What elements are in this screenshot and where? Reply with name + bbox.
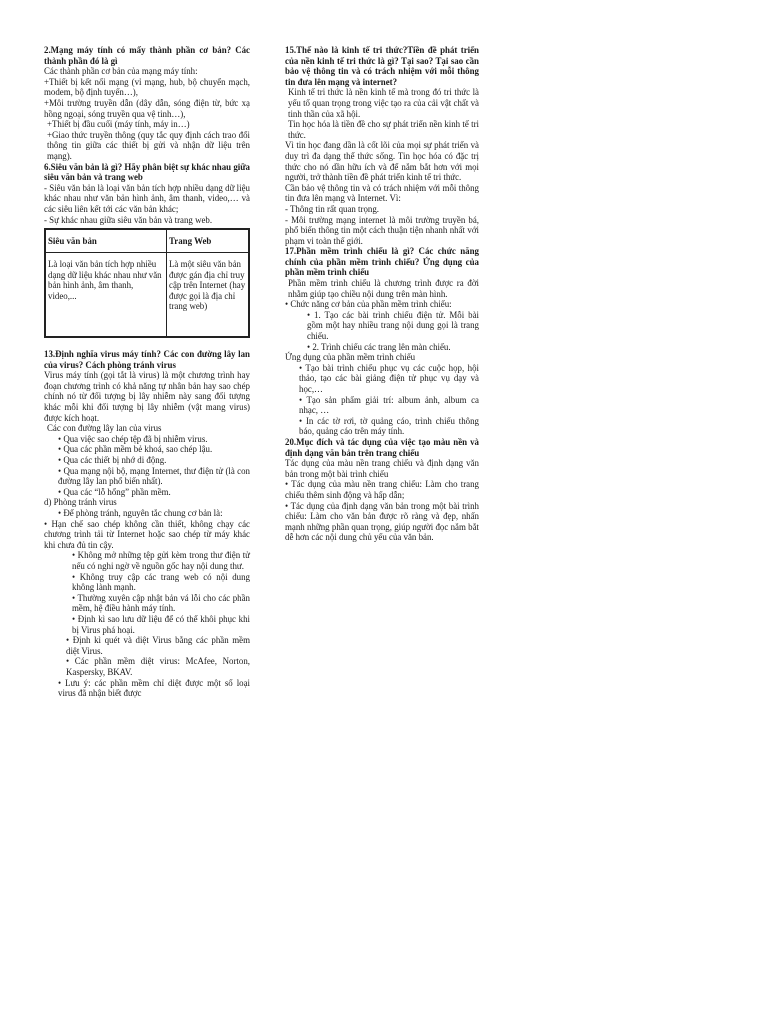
q17-paragraph: • Chức năng cơ bản của phần mềm trình chiếu: — [285, 299, 452, 310]
q20-paragraph: • Tác dụng của định dạng văn bản trong một bài trình chiếu: Làm cho văn bản được rõ ràng và đẹp, nhấn mạnh những phần quan trọng, giúp người đọc nắm bắt dễ hơn các nội dung chủ yếu của văn bản. — [285, 500, 479, 543]
q13-prevention-item: • Định kì quét và diệt Virus bằng các phần mềm diệt Virus. — [66, 635, 250, 656]
q20-paragraph: • Tác dụng của màu nền trang chiếu: Làm cho trang chiếu thêm sinh động và hấp dẫn; — [285, 479, 479, 500]
q13-way: • Qua việc sao chép tệp đã bị nhiễm virus. — [58, 433, 208, 444]
q17-application: • Tạo sản phẩm giải trí: album ảnh, album ca nhạc, … — [299, 394, 479, 416]
q13-prevention-item: • Các phần mềm diệt virus: McAfee, Norton, Kaspersky, BKAV. — [66, 656, 250, 677]
question-17-title: 17.Phần mềm trình chiếu là gì? Các chức năng chính của phần mềm trình chiếu? Ứng dụng của phần mềm trình chiếu — [285, 246, 479, 278]
q13-way: • Qua các thiết bị nhớ di động. — [58, 455, 167, 466]
q13-prevention-item: • Hạn chế sao chép không cần thiết, không chạy các chương trình tải từ Internet hoặc sao chép từ máy khác khi chưa đủ tin cậy. — [44, 518, 250, 550]
q2-line: +Môi trường truyền dẫn (dây dẫn, sóng điện từ, bức xạ hồng ngoại, sóng truyền qua vệ tinh…), — [44, 97, 250, 119]
q2-line: +Thiết bị đầu cuối (máy tính, máy in…) — [47, 119, 190, 130]
q13-definition: Virus máy tính (gọi tắt là virus) là một chương trình hay đoạn chương trình có khả năng tự nhân bản hay sao chép chính nó từ đối tượng bị lây nhiễm này sang đối tượng khác mỗi khi đối tượng bị lây nhiễm (vật mang virus) được kích hoạt. — [44, 370, 250, 423]
q13-way: • Qua các phần mềm bẻ khoá, sao chép lậu. — [58, 444, 213, 455]
table-cell-hypertext: Là loại văn bản tích hợp nhiều dạng dữ liệu khác nhau như văn bản hình ảnh, âm thanh, video,... — [45, 253, 167, 338]
q2-line: +Thiết bị kết nối mạng (vỉ mạng, hub, bộ chuyển mạch, modem, bộ định tuyến…), — [44, 76, 250, 98]
q2-line: Các thành phần cơ bản của mạng máy tính: — [44, 66, 198, 77]
table-header-webpage: Trang Web — [167, 229, 250, 253]
q13-ways-title: Các con đường lây lan của virus — [47, 423, 162, 434]
table-cell-webpage: Là một siêu văn bản được gán địa chỉ truy cập trên Internet (hay được gọi là địa chỉ trang web) — [167, 253, 250, 338]
table-header-hypertext: Siêu văn bản — [45, 229, 167, 253]
comparison-table — [44, 228, 250, 338]
q15-paragraph: Cần bảo vệ thông tin và có trách nhiệm với mỗi thông tin đưa lên mạng và Internet. Vì: — [285, 182, 479, 204]
q15-paragraph: Tin học hóa là tiền đề cho sự phát triển nền kinh tế tri thức. — [288, 119, 479, 140]
q17-paragraph: Phần mềm trình chiếu là chương trình được ra đời nhằm giúp tạo chiều nội dung trên màn hình. — [288, 278, 479, 299]
q20-paragraph: Tác dụng của màu nền trang chiếu và định dạng văn bản trong một bài trình chiếu — [285, 458, 479, 479]
right-column — [285, 45, 479, 543]
question-13-title: 13.Định nghĩa virus máy tính? Các con đường lây lan của virus? Cách phòng tránh virus — [44, 349, 250, 370]
q15-paragraph: Vì tin học đang dần là cốt lõi của mọi sự phát triển và duy trì đa dạng thể thức sống. Tin học hóa có đặc trị thức cho nó dần hữu ích và để nắm bắt hơn với mọi người, trở thành tiền đề phát triển kinh tế tri thức. — [285, 140, 479, 183]
q13-way: • Qua các “lỗ hổng” phần mềm. — [58, 486, 171, 497]
question-15-title: 15.Thế nào là kinh tế tri thức?Tiền đề phát triển của nền kinh tế tri thức là gì? Tại sao? Tại sao cần bảo vệ thông tin và có trách nhiệm với mỗi thông tin đưa lên mạng và internet? — [285, 45, 479, 87]
q17-function: • 2. Trình chiếu các trang lên màn chiếu. — [307, 341, 451, 352]
q17-function: • 1. Tạo các bài trình chiếu điện tử. Mỗi bài gồm một hay nhiều trang nội dung gọi là trang chiếu. — [307, 309, 479, 342]
question-2-title: 2.Mạng máy tính có mấy thành phần cơ bản? Các thành phần đó là gì — [44, 45, 250, 66]
q17-application: • Tạo bài trình chiếu phục vụ các cuộc họp, hội thảo, tạo các bài giảng điện tử phục vụ dạy và học,… — [299, 362, 479, 394]
q13-prevention-item: • Thường xuyên cập nhật bản vá lỗi cho các phần mềm, hệ điều hành máy tính. — [72, 592, 250, 614]
q15-paragraph: Kinh tế tri thức là nền kinh tế mà trong đó tri thức là yếu tố quan trọng trong việc tạo ra của cải vật chất và tinh thần của xã hội. — [288, 87, 479, 119]
q15-paragraph: - Thông tin rất quan trọng. — [285, 203, 379, 214]
q17-app-title: Ứng dụng của phần mềm trình chiếu — [285, 352, 416, 363]
question-20-title: 20.Mục đích và tác dụng của việc tạo màu nền và định dạng văn bản trên trang chiếu — [285, 436, 479, 458]
q13-prevention-note: • Lưu ý: các phần mềm chỉ diệt được một số loại virus đã nhận biết được — [58, 677, 250, 699]
q6-line: - Sự khác nhau giữa siêu văn bản và trang web. — [44, 214, 213, 225]
q2-line: +Giao thức truyền thông (quy tắc quy định cách trao đổi thông tin giữa các thiết bị gửi và nhận dữ liệu trên mạng). — [47, 129, 250, 161]
table-row — [45, 253, 249, 338]
q6-line: - Siêu văn bản là loại văn bản tích hợp nhiều dạng dữ liệu khác nhau như văn bản hình ảnh, âm thanh, video,… và các siêu liên kết tới các văn bản khác; — [44, 182, 250, 214]
q13-way: • Qua mạng nội bộ, mạng Internet, thư điện tử (là con đường lây lan phổ biến nhất). — [58, 465, 250, 487]
q13-prevention-principle: • Để phòng tránh, nguyên tắc chung cơ bản là: — [58, 508, 223, 518]
left-column — [44, 45, 250, 699]
q13-prevention-item: • Không mở những tệp gửi kèm trong thư điện tử nếu có nghi ngờ về nguồn gốc hay nội dung thư. — [72, 550, 250, 571]
q13-prevention-item: • Định kì sao lưu dữ liệu để có thể khôi phục khi bị Virus phá hoại. — [72, 613, 250, 635]
q13-prevention-item: • Không truy cập các trang web có nội dung không lành mạnh. — [72, 571, 250, 593]
q17-application: • In các tờ rơi, tờ quảng cáo, trình chiếu thông báo, quảng cáo trên máy tính. — [299, 415, 479, 437]
question-6-title: 6.Siêu văn bản là gì? Hãy phân biệt sự khác nhau giữa siêu văn bản và trang web — [44, 161, 250, 183]
spacer — [44, 338, 250, 349]
q15-paragraph: - Môi trường mạng internet là môi trường truyền bá, phổ biến thông tin một cách thuận tiện nhanh nhất với phạm vi toàn thế giới. — [285, 214, 479, 246]
q13-prevention-title: d) Phòng tránh virus — [44, 497, 117, 508]
table-header-row — [45, 229, 249, 253]
